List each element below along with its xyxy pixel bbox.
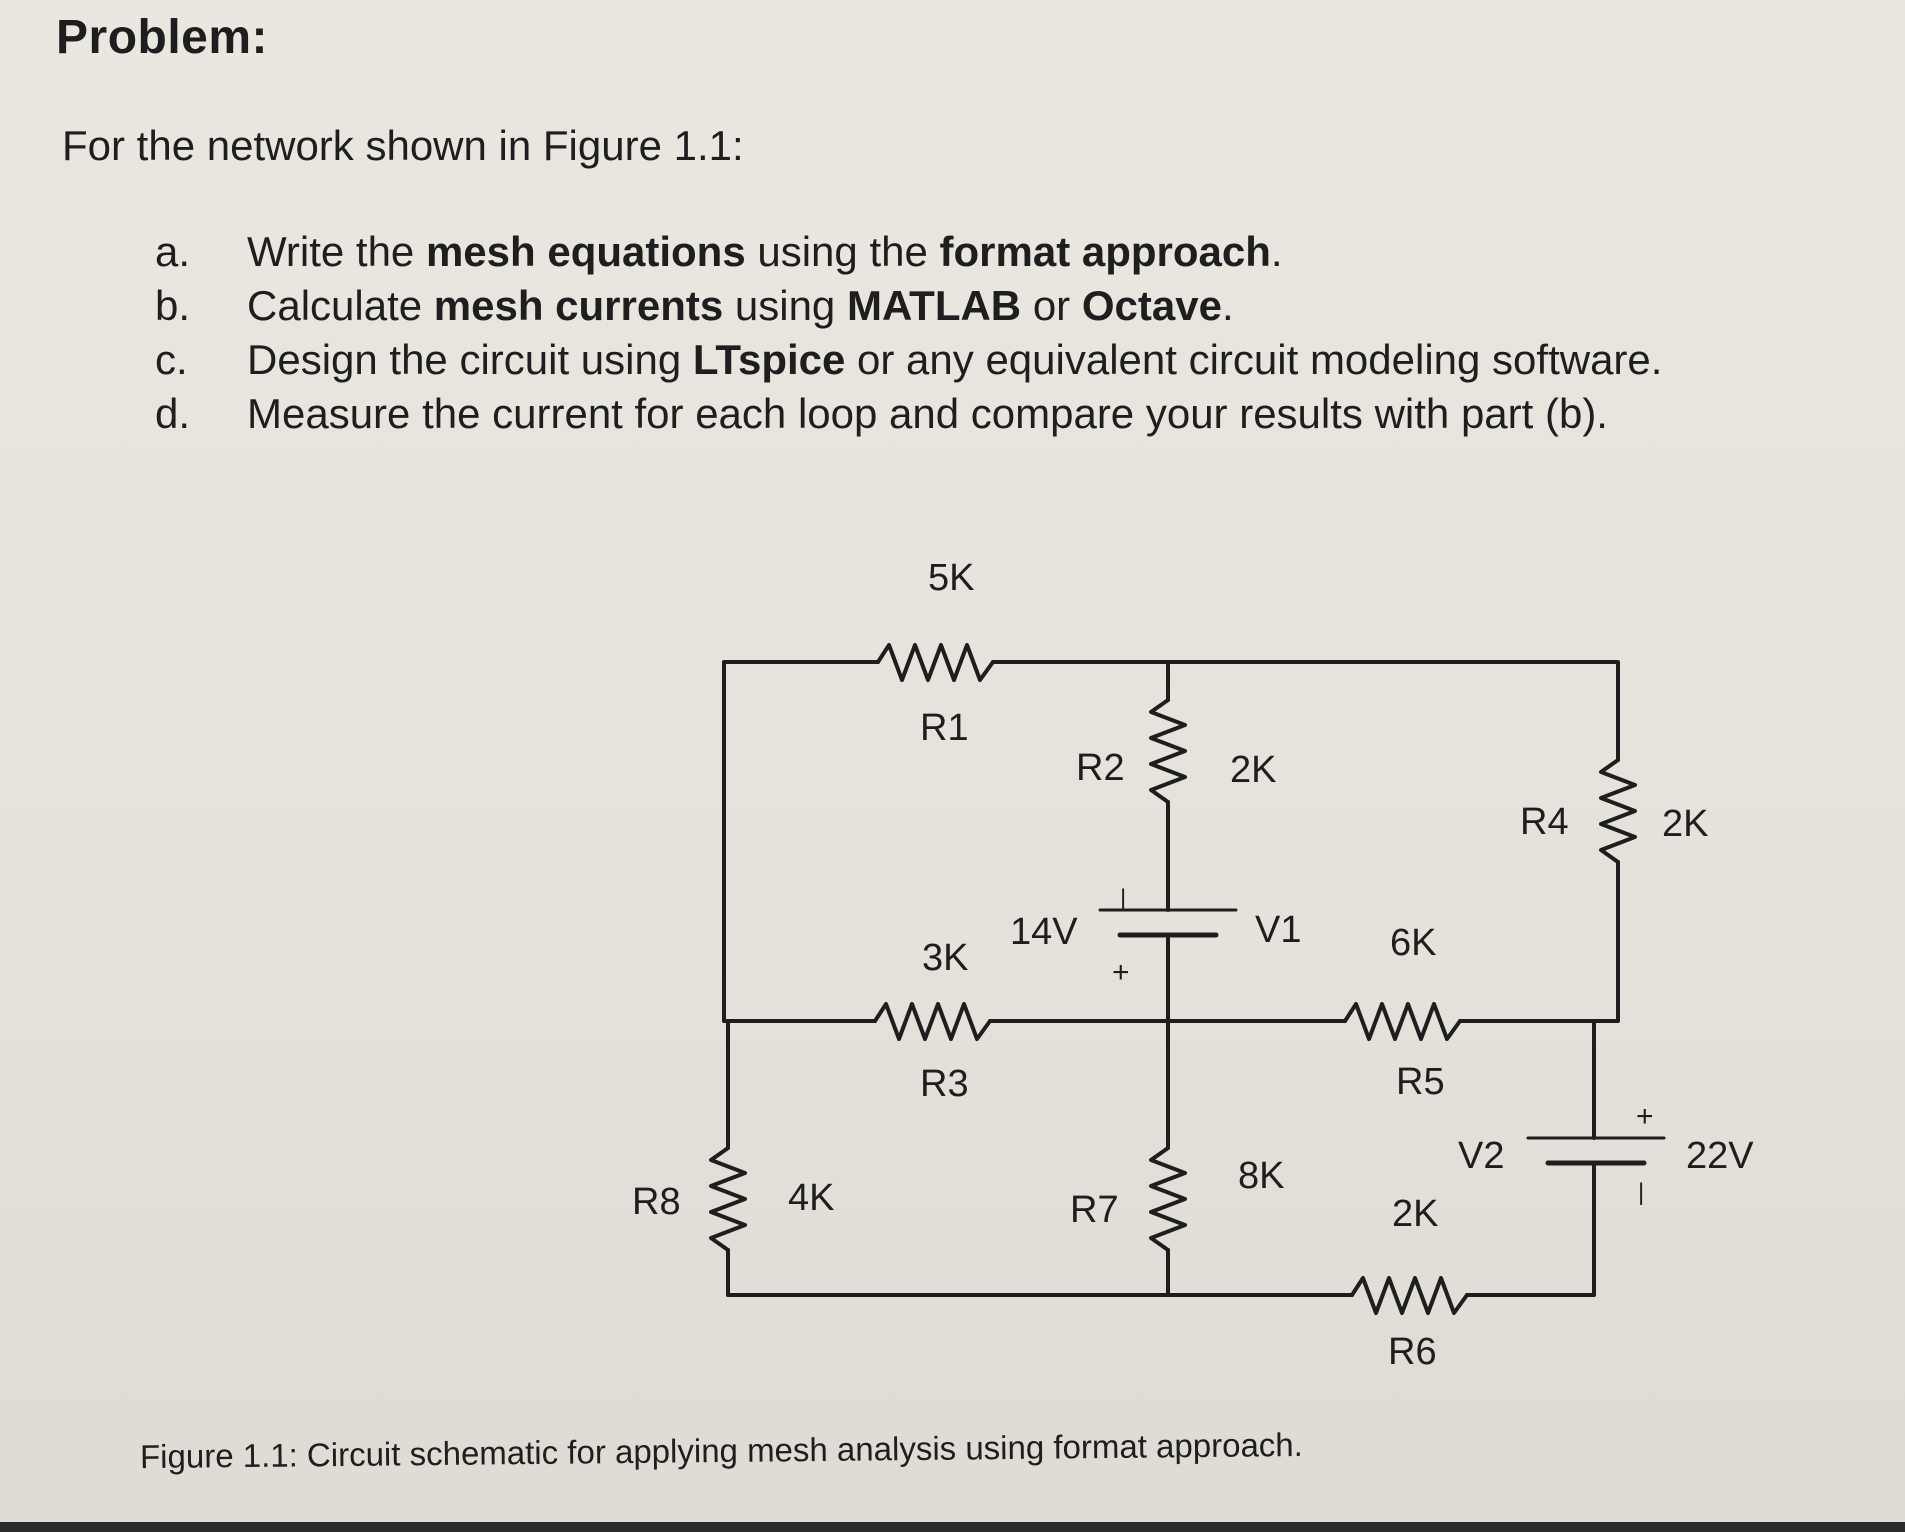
r8-value-label: 4K bbox=[788, 1177, 835, 1219]
wire-right-upper bbox=[1594, 862, 1618, 1021]
resistor-r1 bbox=[878, 645, 993, 680]
task-letter: d. bbox=[155, 390, 191, 437]
r7-name-label: R7 bbox=[1070, 1189, 1119, 1231]
v2-name-label: V2 bbox=[1458, 1135, 1505, 1177]
task-letter: b. bbox=[155, 282, 191, 329]
r7-value-label: 8K bbox=[1238, 1155, 1285, 1197]
v1-minus-label: | bbox=[1120, 885, 1127, 912]
r1-name-label: R1 bbox=[920, 707, 969, 749]
v1-value-label: 14V bbox=[1010, 911, 1078, 953]
wire-top-left bbox=[724, 662, 878, 697]
r6-name-label: R6 bbox=[1388, 1331, 1437, 1373]
r2-name-label: R2 bbox=[1076, 747, 1125, 789]
figure-caption: Figure 1.1: Circuit schematic for applying mesh analysis using format approach. bbox=[139, 1425, 1304, 1476]
r5-value-label: 6K bbox=[1390, 922, 1437, 964]
r5-name-label: R5 bbox=[1396, 1061, 1445, 1103]
r3-name-label: R3 bbox=[920, 1063, 969, 1105]
resistor-r2 bbox=[1151, 700, 1185, 802]
r4-name-label: R4 bbox=[1520, 801, 1569, 843]
r8-name-label: R8 bbox=[632, 1181, 681, 1223]
v1-plus-label: + bbox=[1112, 956, 1130, 989]
task-letter: a. bbox=[155, 228, 191, 275]
problem-heading: Problem: bbox=[56, 11, 269, 64]
resistor-r4 bbox=[1601, 760, 1635, 862]
wire-left-upper bbox=[724, 697, 728, 1148]
task-text: Calculate mesh currents using MATLAB or Octave. bbox=[247, 282, 1234, 329]
r6-value-label: 2K bbox=[1392, 1193, 1439, 1235]
resistor-r8 bbox=[711, 1148, 745, 1250]
task-text: Write the mesh equations using the format approach. bbox=[247, 228, 1283, 275]
v2-plus-label: + bbox=[1636, 1100, 1654, 1133]
r2-value-label: 2K bbox=[1230, 749, 1277, 791]
resistor-r5 bbox=[1345, 1004, 1460, 1039]
resistor-r6 bbox=[1352, 1278, 1467, 1313]
r4-value-label: 2K bbox=[1662, 803, 1709, 845]
r3-value-label: 3K bbox=[922, 937, 969, 979]
v2-minus-label: | bbox=[1638, 1179, 1645, 1206]
resistor-r3 bbox=[875, 1004, 990, 1039]
v1-name-label: V1 bbox=[1255, 909, 1302, 951]
intro-text: For the network shown in Figure 1.1: bbox=[62, 122, 744, 169]
resistor-r7 bbox=[1151, 1148, 1185, 1250]
battery-v1 bbox=[1100, 910, 1236, 935]
v2-value-label: 22V bbox=[1686, 1135, 1754, 1177]
task-letter: c. bbox=[155, 336, 188, 383]
r1-value-label: 5K bbox=[928, 557, 975, 599]
wire-bottom-right bbox=[1467, 1282, 1594, 1295]
battery-v2 bbox=[1528, 1138, 1664, 1163]
wire-top-right bbox=[993, 662, 1618, 760]
task-text: Design the circuit using LTspice or any equivalent circuit modeling software. bbox=[247, 336, 1663, 383]
task-text: Measure the current for each loop and compare your results with part (b). bbox=[247, 390, 1608, 437]
bottom-edge bbox=[0, 1522, 1905, 1532]
